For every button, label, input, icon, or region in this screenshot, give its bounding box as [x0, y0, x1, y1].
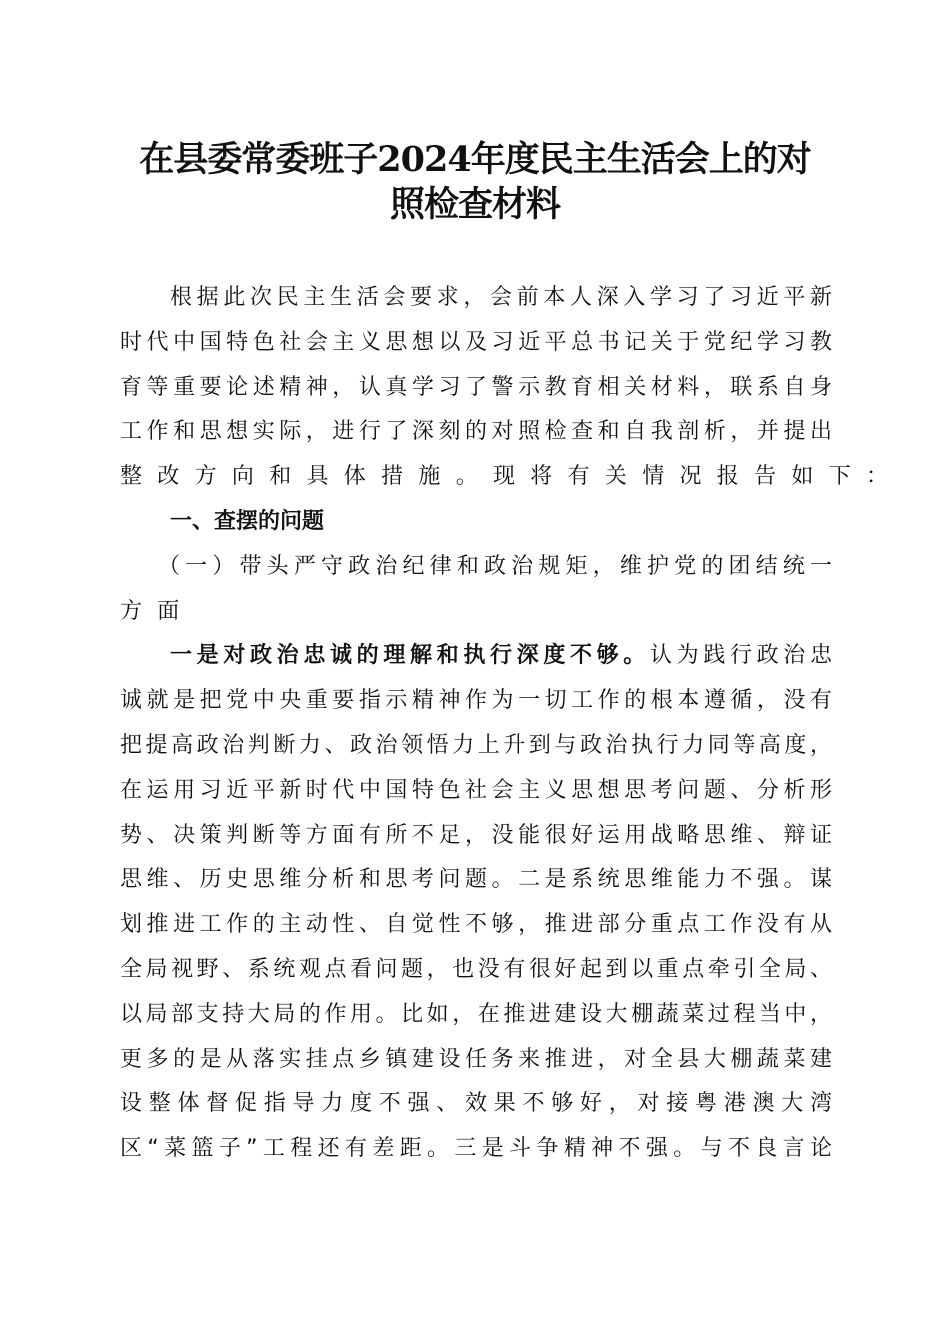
text-line: 整改方向和具体措施。现将有关情况报告如下： — [120, 464, 904, 490]
text-line: 根据此次民主生活会要求，会前本人深入学习了习近平新 — [170, 285, 832, 310]
text-line: （一）带头严守政治纪律和政治规矩，维护党的团结统一 — [158, 553, 832, 579]
text-line: 育等重要论述精神，认真学习了警示教育相关材料，联系自身 — [120, 374, 832, 400]
text-line: 思维、历史思维分析和思考问题。二是系统思维能力不强。谋 — [120, 867, 832, 893]
text-line: 区“菜篮子”工程还有差距。三是斗争精神不强。与不良言论 — [120, 1136, 832, 1162]
document-title — [0, 137, 950, 227]
text-line — [120, 634, 832, 679]
lead-sentence: 一是对政治忠诚的理解和执行深度不够。 — [170, 643, 650, 669]
text-line: 把提高政治判断力、政治领悟力上升到与政治执行力同等高度， — [120, 732, 832, 758]
intro-paragraph — [120, 276, 904, 500]
text-line: 全局视野、系统观点看问题，也没有很好起到以重点牵引全局、 — [120, 956, 832, 982]
text-line: 时代中国特色社会主义思想以及习近平总书记关于党纪学习教 — [120, 329, 832, 355]
text-line: 方面 — [120, 598, 195, 624]
title-line-2: 照检查材料 — [389, 184, 560, 225]
text-line: 势、决策判断等方面有所不足，没能很好运用战略思维、辩证 — [120, 822, 832, 848]
document-body — [120, 276, 904, 1172]
body-paragraph — [120, 634, 832, 1172]
text-line: 划推进工作的主动性、自觉性不够，推进部分重点工作没有从 — [120, 912, 832, 938]
subsection-heading — [120, 545, 832, 635]
text-line: 设整体督促指导力度不强、效果不够好，对接粤港澳大湾 — [120, 1091, 832, 1117]
lead-rest: 认为践行政治忠 — [649, 643, 832, 669]
text-line: 以局部支持大局的作用。比如，在推进建设大棚蔬菜过程当中， — [120, 1001, 832, 1027]
title-line-1: 在县委常委班子2024年度民主生活会上的对 — [139, 139, 811, 180]
section-heading: 一、查摆的问题 — [170, 508, 325, 534]
text-line: 工作和思想实际，进行了深刻的对照检查和自我剖析，并提出 — [120, 419, 832, 445]
text-line: 更多的是从落实挂点乡镇建设任务来推进，对全县大棚蔬菜建 — [120, 1046, 832, 1072]
text-line: 诚就是把党中央重要指示精神作为一切工作的根本遵循，没有 — [120, 688, 832, 714]
text-line: 在运用习近平新时代中国特色社会主义思想思考问题、分析形 — [120, 777, 832, 803]
